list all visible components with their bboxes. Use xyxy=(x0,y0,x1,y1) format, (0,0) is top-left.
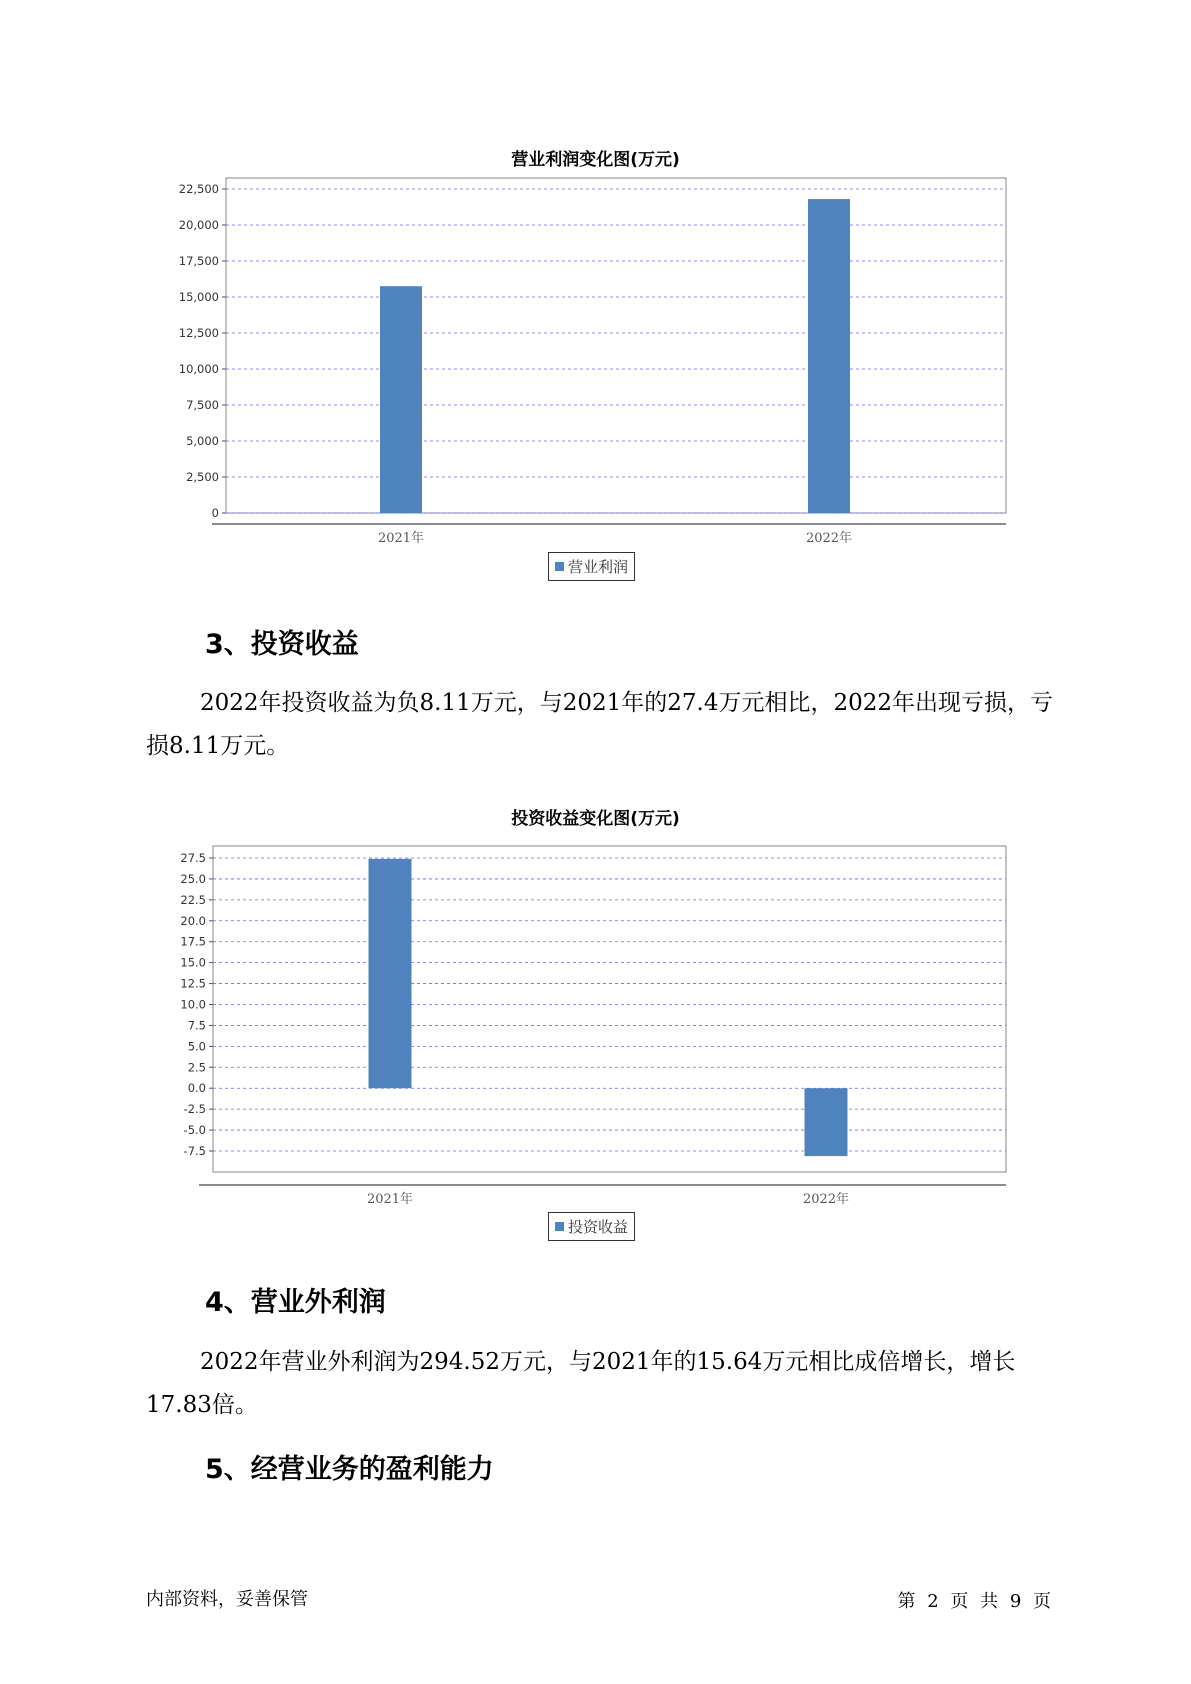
y-tick-label: 5,000 xyxy=(186,434,219,448)
y-tick-label: -2.5 xyxy=(183,1102,206,1117)
x-tick-label: 2021年 xyxy=(366,1192,414,1207)
y-tick-label: 2.5 xyxy=(187,1060,206,1075)
y-tick-label: 22,500 xyxy=(178,182,219,196)
section-paragraph-investment-income: 2022年投资收益为负8.11万元，与2021年的27.4万元相比，2022年出现亏损，亏损8.11万元。 xyxy=(146,690,1054,759)
chart1-title: 营业利润变化图(万元) xyxy=(511,150,680,170)
legend-swatch-icon xyxy=(555,1222,564,1231)
y-tick-label: 20,000 xyxy=(178,218,219,232)
y-tick-label: 12.5 xyxy=(180,976,206,991)
y-tick-label: 5.0 xyxy=(187,1039,206,1054)
y-tick-label: 17,500 xyxy=(178,254,219,268)
y-tick-label: -5.0 xyxy=(183,1123,206,1138)
plot-area xyxy=(226,178,1006,513)
plot-area xyxy=(213,846,1006,1172)
y-tick-label: 0.0 xyxy=(187,1081,206,1096)
y-tick-label: 0 xyxy=(211,506,219,520)
chart1-legend xyxy=(548,552,635,581)
y-tick-label: 7.5 xyxy=(187,1018,206,1033)
y-tick-label: 10.0 xyxy=(180,997,206,1012)
y-tick-label: 25.0 xyxy=(180,871,206,886)
chart2-legend-label: 投资收益 xyxy=(568,1218,629,1236)
chart1-legend-label: 营业利润 xyxy=(568,558,629,576)
y-tick-label: 10,000 xyxy=(178,362,219,376)
operating-profit-chart xyxy=(0,170,1191,600)
y-tick-label: 15,000 xyxy=(178,290,219,304)
y-tick-label: 27.5 xyxy=(180,851,206,865)
section-heading-operating-profitability: 5、经营业务的盈利能力 xyxy=(205,1454,494,1485)
bar-2021年 xyxy=(369,859,412,1088)
y-tick-label: 7,500 xyxy=(186,398,219,412)
x-tick-label: 2022年 xyxy=(802,1192,850,1207)
chart2-title: 投资收益变化图(万元) xyxy=(511,809,680,829)
bar-2022年 xyxy=(805,1088,848,1156)
section-heading-non-operating-profit: 4、营业外利润 xyxy=(205,1287,386,1318)
footer-confidential-note: 内部资料，妥善保管 xyxy=(146,1589,308,1610)
y-tick-label: 22.5 xyxy=(180,892,206,907)
investment-income-chart xyxy=(0,830,1191,1260)
x-tick-label: 2022年 xyxy=(805,531,853,546)
x-tick-label: 2021年 xyxy=(377,531,425,546)
y-tick-label: 15.0 xyxy=(180,955,206,970)
y-tick-label: 12,500 xyxy=(178,326,219,340)
bar-2022年 xyxy=(808,199,850,513)
y-tick-label: 20.0 xyxy=(180,913,206,928)
y-tick-label: 2,500 xyxy=(186,470,219,484)
y-tick-label: -7.5 xyxy=(183,1144,206,1158)
legend-swatch-icon xyxy=(555,562,564,571)
section-paragraph-non-operating-profit: 2022年营业外利润为294.52万元，与2021年的15.64万元相比成倍增长，增长17.83倍。 xyxy=(146,1349,1016,1418)
footer-page-number: 第 2 页 共 9 页 xyxy=(897,1591,1051,1612)
bar-2021年 xyxy=(380,286,422,513)
y-tick-label: 17.5 xyxy=(180,934,206,949)
section-heading-investment-income: 3、投资收益 xyxy=(205,629,359,660)
chart2-legend xyxy=(548,1212,635,1241)
